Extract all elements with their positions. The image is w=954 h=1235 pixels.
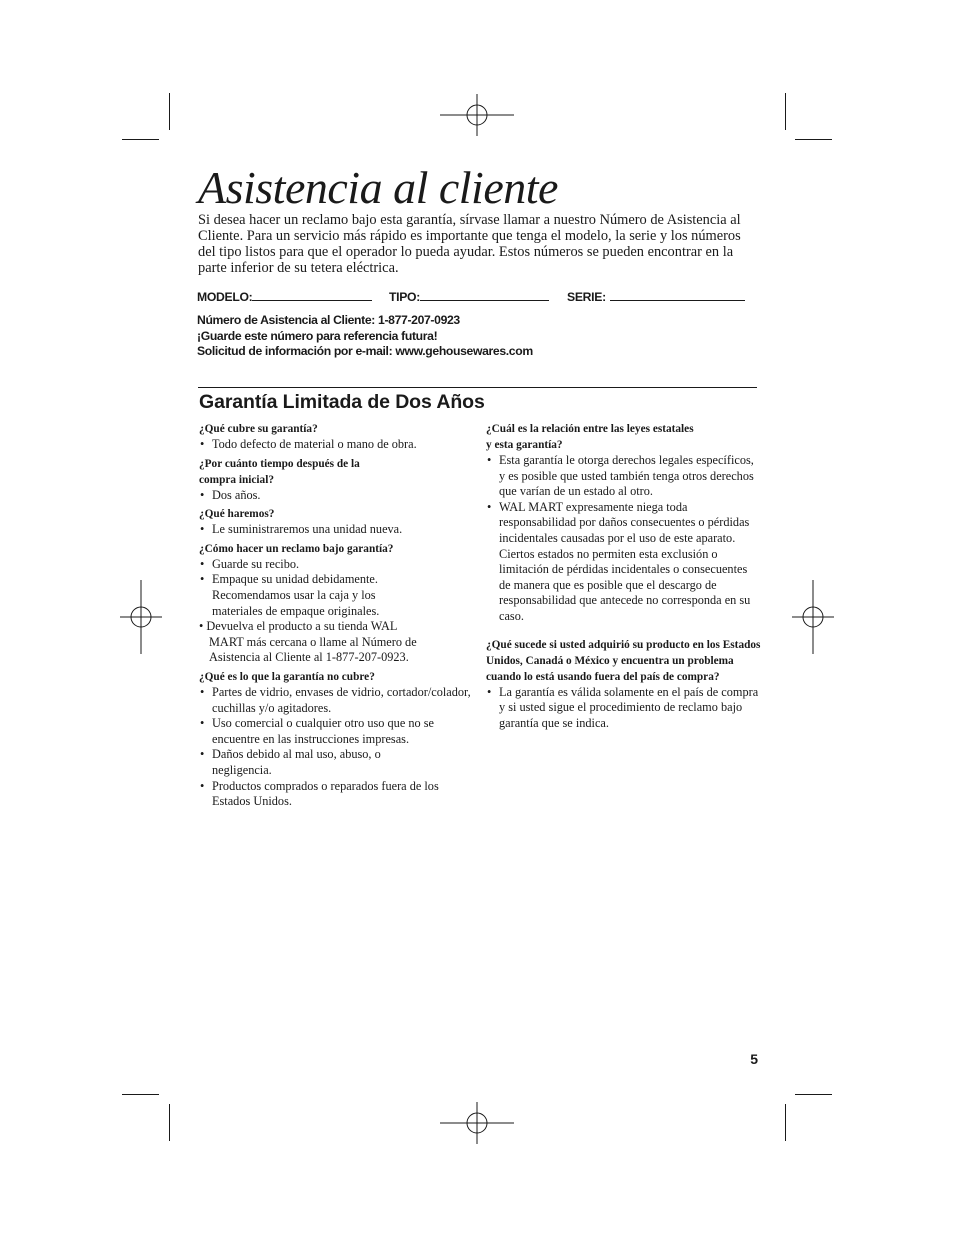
list-item: • Esta garantía le otorga derechos legales específicos, y es posible que usted también tenga otros derechos que varían de un estado al otro. <box>486 453 761 500</box>
question-heading <box>486 421 761 453</box>
page-title: Asistencia al cliente <box>198 162 558 213</box>
type-label: TIPO: <box>389 290 420 304</box>
crop-mark <box>795 1094 832 1095</box>
list-item: • Todo defecto de material o mano de obra. <box>199 437 474 453</box>
warranty-right-column <box>486 421 761 731</box>
list-item: • Dos años. <box>199 488 474 504</box>
registration-mark-icon <box>440 78 514 152</box>
warranty-left-column <box>199 421 474 810</box>
list-item: • Le suministraremos una unidad nueva. <box>199 522 474 538</box>
crop-mark <box>785 1104 786 1141</box>
crop-mark <box>122 1094 159 1095</box>
registration-mark-icon <box>776 580 850 654</box>
return-instructions: • Devuelva el producto a su tienda WAL MART más cercana o llame al Número de Asistencia al Cliente al 1-877-207-0923. <box>199 619 417 665</box>
type-blank <box>420 288 549 301</box>
model-label: MODELO: <box>197 290 253 304</box>
crop-mark <box>785 93 786 130</box>
registration-mark-icon <box>440 1086 514 1160</box>
list-item: • WAL MART expresamente niega toda responsabilidad por daños consecuentes o pérdidas incidentales causadas por el uso de este aparato. Ciertos estados no permiten esta exclusión o limitación de pérdidas incidentales o consecuentes de manera que es posible que el descargo de responsabilidad que antecede no corresponda en su caso. <box>486 500 761 625</box>
phone-line: Número de Asistencia al Cliente: 1-877-207-0923 <box>197 313 460 327</box>
list-item: • La garantía es válida solamente en el país de compra y si usted sigue el procedimiento de reclamo bajo garantía que se indica. <box>486 685 764 732</box>
question-line: compra inicial? <box>199 473 274 486</box>
keep-number-line: ¡Guarde este número para referencia futura! <box>197 328 438 343</box>
list-item: • Daños debido al mal uso, abuso, o negligencia. <box>199 747 427 778</box>
serial-blank <box>610 288 745 301</box>
crop-mark <box>795 139 832 140</box>
answer-list <box>486 685 761 732</box>
crop-mark <box>169 93 170 130</box>
answer-list <box>199 685 474 810</box>
page-number: 5 <box>750 1051 758 1067</box>
list-item: • Guarde su recibo. <box>199 557 474 573</box>
crop-mark <box>169 1104 170 1141</box>
intro-paragraph: Si desea hacer un reclamo bajo esta garantía, sírvase llamar a nuestro Número de Asistencia al Cliente. Para un servicio más rápido es importante que tenga el modelo, la serie y los números del tipo listos para que el operador lo pueda ayudar. Estos números se pueden encontrar en la parte inferior de su tetera eléctrica. <box>198 212 741 276</box>
warranty-heading: Garantía Limitada de Dos Años <box>199 391 485 413</box>
crop-mark <box>122 139 159 140</box>
registration-mark-icon <box>104 580 178 654</box>
serial-label: SERIE: <box>567 290 606 304</box>
answer-list <box>199 437 474 453</box>
list-item: • Productos comprados o reparados fuera de los Estados Unidos. <box>199 779 452 810</box>
question-heading: ¿Qué es lo que la garantía no cubre? <box>199 670 375 683</box>
model-field <box>197 288 372 304</box>
question-heading: ¿Qué haremos? <box>199 508 275 521</box>
list-item: • Empaque su unidad debidamente. Recomendamos usar la caja y los materiales de empaque originales. <box>199 572 412 619</box>
question-heading <box>199 456 474 488</box>
contact-block <box>197 313 757 360</box>
question-heading: ¿Qué cubre su garantía? <box>199 423 318 435</box>
question-line: ¿Por cuánto tiempo después de la <box>199 457 360 470</box>
email-line: Solicitud de información por e-mail: www.gehousewares.com <box>197 344 533 358</box>
question-heading: ¿Cómo hacer un reclamo bajo garantía? <box>199 542 394 555</box>
answer-list <box>199 557 474 619</box>
type-field <box>389 288 549 304</box>
question-heading: ¿Qué sucede si usted adquirió su producto en los Estados Unidos, Canadá o México y encuentra un problema cuando lo está usando fuera del país de compra? <box>486 638 761 683</box>
answer-list <box>199 522 474 538</box>
list-item: • Partes de vidrio, envases de vidrio, cortador/colador, cuchillas y/o agitadores. <box>199 685 474 716</box>
model-blank <box>252 288 372 301</box>
serial-field <box>567 288 745 304</box>
answer-list <box>486 453 761 625</box>
question-line: y esta garantía? <box>486 439 563 451</box>
answer-list <box>199 488 474 504</box>
product-info-fields <box>197 288 757 306</box>
list-item: • Uso comercial o cualquier otro uso que no se encuentre en las instrucciones impresas. <box>199 716 482 747</box>
section-divider <box>198 387 757 388</box>
question-line: ¿Cuál es la relación entre las leyes estatales <box>486 423 694 435</box>
